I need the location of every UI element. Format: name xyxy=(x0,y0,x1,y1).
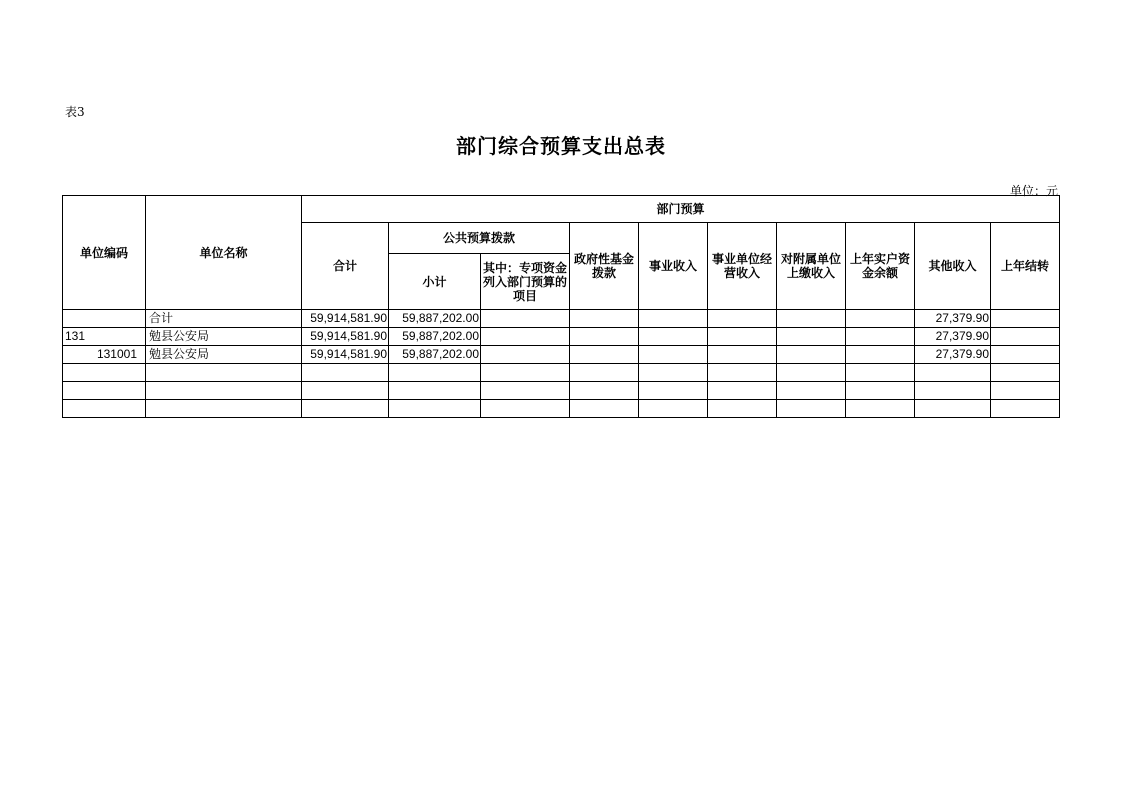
cell-prior-balance xyxy=(846,346,915,364)
cell-subtotal: 59,887,202.00 xyxy=(389,328,481,346)
cell-code xyxy=(63,310,146,328)
cell-affiliated-income xyxy=(777,346,846,364)
header-gov-fund: 政府性基金拨款 xyxy=(570,223,639,310)
cell-prior-carryover xyxy=(991,346,1060,364)
cell-prior-balance xyxy=(846,400,915,418)
cell-business-operating xyxy=(708,328,777,346)
cell-other-income: 27,379.90 xyxy=(915,328,991,346)
header-business-operating: 事业单位经营收入 xyxy=(708,223,777,310)
cell-subtotal: 59,887,202.00 xyxy=(389,346,481,364)
header-subtotal: 小计 xyxy=(389,254,481,310)
cell-gov-fund xyxy=(570,382,639,400)
cell-affiliated-income xyxy=(777,310,846,328)
cell-affiliated-income xyxy=(777,328,846,346)
cell-subtotal xyxy=(389,400,481,418)
cell-name: 勉县公安局 xyxy=(146,328,302,346)
cell-special xyxy=(481,310,570,328)
cell-business-operating xyxy=(708,400,777,418)
cell-special xyxy=(481,382,570,400)
cell-code: 131001 xyxy=(63,346,146,364)
cell-total xyxy=(302,364,389,382)
cell-total: 59,914,581.90 xyxy=(302,346,389,364)
header-name: 单位名称 xyxy=(146,196,302,310)
cell-code xyxy=(63,364,146,382)
cell-prior-carryover xyxy=(991,382,1060,400)
table-row xyxy=(63,328,1060,346)
header-prior-balance: 上年实户资金余额 xyxy=(846,223,915,310)
header-prior-carryover: 上年结转 xyxy=(991,223,1060,310)
cell-prior-carryover xyxy=(991,364,1060,382)
cell-other-income xyxy=(915,400,991,418)
cell-gov-fund xyxy=(570,400,639,418)
cell-gov-fund xyxy=(570,328,639,346)
cell-prior-balance xyxy=(846,310,915,328)
table-row xyxy=(63,400,1060,418)
table-row xyxy=(63,310,1060,328)
cell-prior-balance xyxy=(846,364,915,382)
cell-business-income xyxy=(639,400,708,418)
cell-gov-fund xyxy=(570,346,639,364)
cell-total: 59,914,581.90 xyxy=(302,328,389,346)
header-special: 其中：专项资金列入部门预算的项目 xyxy=(481,254,570,310)
cell-code: 131 xyxy=(63,328,146,346)
cell-prior-balance xyxy=(846,328,915,346)
cell-name xyxy=(146,400,302,418)
cell-other-income: 27,379.90 xyxy=(915,346,991,364)
cell-other-income: 27,379.90 xyxy=(915,310,991,328)
cell-other-income xyxy=(915,364,991,382)
table-number: 表3 xyxy=(65,105,85,119)
cell-gov-fund xyxy=(570,364,639,382)
cell-code xyxy=(63,400,146,418)
cell-code xyxy=(63,382,146,400)
page-title: 部门综合预算支出总表 xyxy=(456,134,666,158)
cell-business-income xyxy=(639,346,708,364)
cell-prior-carryover xyxy=(991,310,1060,328)
cell-total xyxy=(302,400,389,418)
unit-label: 单位：元 xyxy=(1009,184,1058,198)
cell-name xyxy=(146,364,302,382)
cell-special xyxy=(481,346,570,364)
cell-special xyxy=(481,328,570,346)
cell-name: 合计 xyxy=(146,310,302,328)
header-affiliated-income: 对附属单位上缴收入 xyxy=(777,223,846,310)
cell-gov-fund xyxy=(570,310,639,328)
cell-other-income xyxy=(915,382,991,400)
cell-affiliated-income xyxy=(777,400,846,418)
cell-total xyxy=(302,382,389,400)
cell-prior-balance xyxy=(846,382,915,400)
cell-special xyxy=(481,400,570,418)
cell-subtotal xyxy=(389,382,481,400)
cell-name xyxy=(146,382,302,400)
cell-affiliated-income xyxy=(777,382,846,400)
cell-business-income xyxy=(639,382,708,400)
header-code: 单位编码 xyxy=(63,196,146,310)
header-total: 合计 xyxy=(302,223,389,310)
cell-name: 勉县公安局 xyxy=(146,346,302,364)
budget-table xyxy=(62,195,1060,418)
cell-subtotal: 59,887,202.00 xyxy=(389,310,481,328)
cell-subtotal xyxy=(389,364,481,382)
cell-business-income xyxy=(639,328,708,346)
cell-prior-carryover xyxy=(991,400,1060,418)
cell-business-operating xyxy=(708,310,777,328)
table-row xyxy=(63,364,1060,382)
cell-business-operating xyxy=(708,382,777,400)
cell-total: 59,914,581.90 xyxy=(302,310,389,328)
table-row xyxy=(63,382,1060,400)
table-row xyxy=(63,346,1060,364)
header-dept-budget: 部门预算 xyxy=(302,196,1060,223)
header-other-income: 其他收入 xyxy=(915,223,991,310)
cell-business-income xyxy=(639,364,708,382)
cell-business-income xyxy=(639,310,708,328)
cell-business-operating xyxy=(708,364,777,382)
cell-affiliated-income xyxy=(777,364,846,382)
header-public-budget: 公共预算拨款 xyxy=(389,223,570,254)
cell-prior-carryover xyxy=(991,328,1060,346)
cell-special xyxy=(481,364,570,382)
header-business-income: 事业收入 xyxy=(639,223,708,310)
cell-business-operating xyxy=(708,346,777,364)
